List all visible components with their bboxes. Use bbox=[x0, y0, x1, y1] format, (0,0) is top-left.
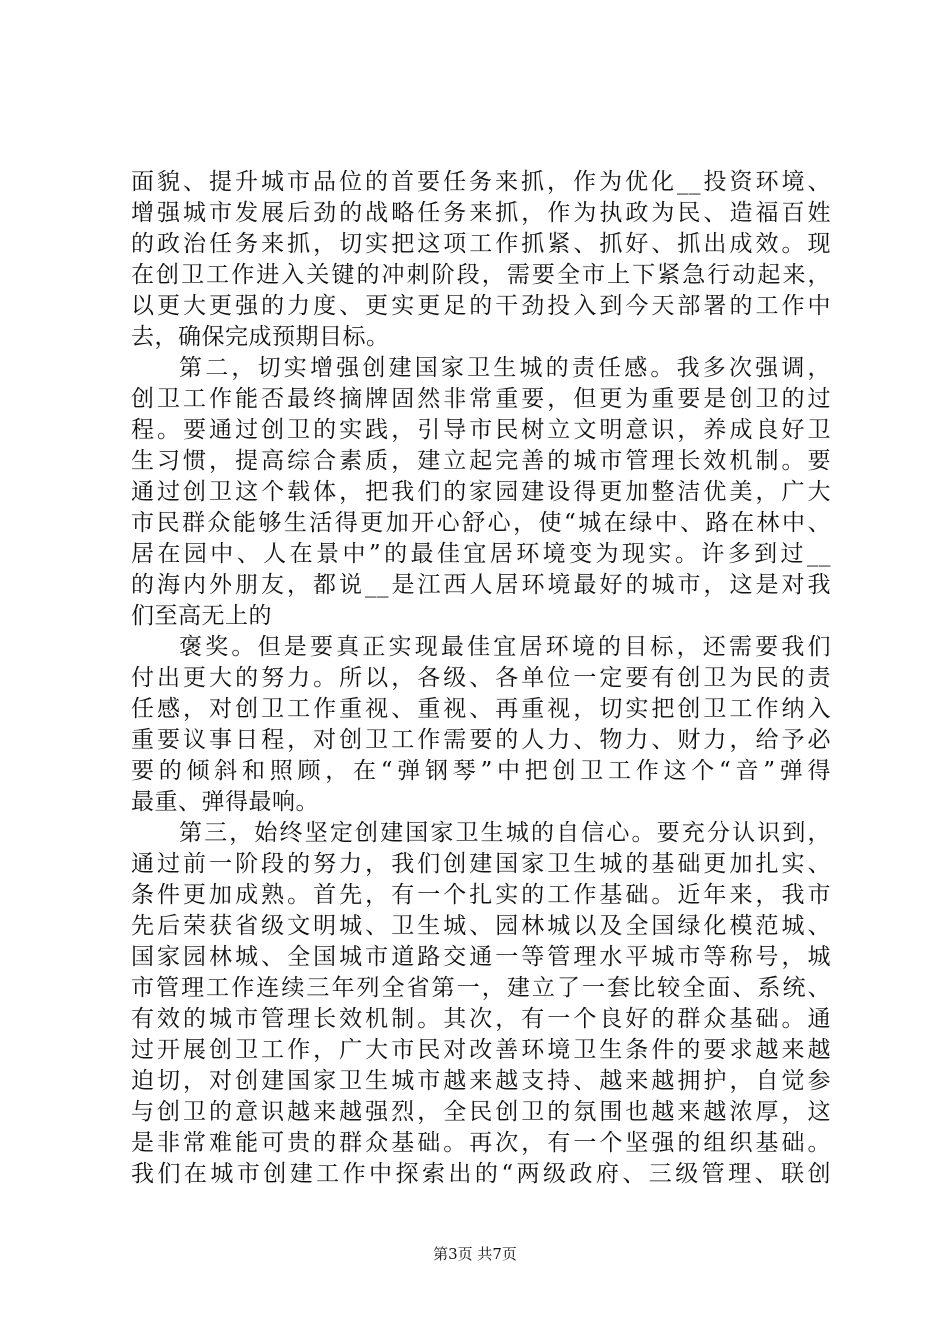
page-number-footer: 第3页 共7页 bbox=[433, 1245, 517, 1263]
text-line: 以更大更强的力度、更实更足的干劲投入到今天部署的工作中 bbox=[131, 293, 831, 319]
paragraph-start-line: 第三，始终坚定创建国家卫生城的自信心。要充分认识到， bbox=[179, 820, 831, 846]
text-line: 国家园林城、全国城市道路交通一等管理水平城市等称号，城 bbox=[131, 944, 831, 970]
text-line: 迫切，对创建国家卫生城市越来越支持、越来越拥护，自觉参 bbox=[131, 1068, 831, 1094]
text-line: 居在园中、人在景中”的最佳宜居环境变为现实。许多到过__ bbox=[131, 541, 831, 567]
text-line: 生习惯，提高综合素质，建立起完善的城市管理长效机制。要 bbox=[131, 448, 831, 474]
text-line: 任感，对创卫工作重视、重视、再重视，切实把创卫工作纳入 bbox=[131, 696, 831, 722]
text-line: 有效的城市管理长效机制。其次，有一个良好的群众基础。通 bbox=[131, 1006, 831, 1032]
text-line: 要的倾斜和照顾，在“弹钢琴”中把创卫工作这个“音”弹得 bbox=[131, 758, 831, 784]
text-line: 去，确保完成预期目标。 bbox=[131, 324, 390, 350]
document-body bbox=[131, 167, 831, 1190]
text-line: 市管理工作连续三年列全省第一，建立了一套比较全面、系统、 bbox=[131, 975, 831, 1001]
text-line: 付出更大的努力。所以，各级、各单位一定要有创卫为民的责 bbox=[131, 665, 831, 691]
text-line: 我们在城市创建工作中探索出的“两级政府、三级管理、联创 bbox=[131, 1161, 831, 1187]
text-line: 条件更加成熟。首先，有一个扎实的工作基础。近年来，我市 bbox=[131, 882, 831, 908]
text-line: 们至高无上的 bbox=[131, 603, 272, 629]
paragraph-start-line: 第二，切实增强创建国家卫生城的责任感。我多次强调， bbox=[179, 355, 831, 381]
text-line: 重要议事日程，对创卫工作需要的人力、物力、财力，给予必 bbox=[131, 727, 831, 753]
text-line: 的政治任务来抓，切实把这项工作抓紧、抓好、抓出成效。现 bbox=[131, 231, 831, 257]
text-line: 与创卫的意识越来越强烈，全民创卫的氛围也越来越浓厚，这 bbox=[131, 1099, 831, 1125]
text-line: 最重、弹得最响。 bbox=[131, 789, 319, 815]
text-line: 的海内外朋友，都说__是江西人居环境最好的城市，这是对我 bbox=[131, 572, 831, 598]
text-line: 先后荣获省级文明城、卫生城、园林城以及全国绿化模范城、 bbox=[131, 913, 831, 939]
text-line: 程。要通过创卫的实践，引导市民树立文明意识，养成良好卫 bbox=[131, 417, 831, 443]
text-line: 在创卫工作进入关键的冲刺阶段，需要全市上下紧急行动起来， bbox=[131, 262, 831, 288]
text-line: 通过前一阶段的努力，我们创建国家卫生城的基础更加扎实、 bbox=[131, 851, 831, 877]
text-line: 创卫工作能否最终摘牌固然非常重要，但更为重要是创卫的过 bbox=[131, 386, 831, 412]
text-line: 过开展创卫工作，广大市民对改善环境卫生条件的要求越来越 bbox=[131, 1037, 831, 1063]
text-line: 是非常难能可贵的群众基础。再次，有一个坚强的组织基础。 bbox=[131, 1130, 831, 1156]
paragraph-start-line: 褒奖。但是要真正实现最佳宜居环境的目标，还需要我们 bbox=[179, 634, 831, 660]
text-line: 通过创卫这个载体，把我们的家园建设得更加整洁优美，广大 bbox=[131, 479, 831, 505]
text-line: 市民群众能够生活得更加开心舒心，使“城在绿中、路在林中、 bbox=[131, 510, 831, 536]
text-line: 面貌、提升城市品位的首要任务来抓，作为优化__投资环境、 bbox=[131, 169, 831, 195]
text-line: 增强城市发展后劲的战略任务来抓，作为执政为民、造福百姓 bbox=[131, 200, 831, 226]
